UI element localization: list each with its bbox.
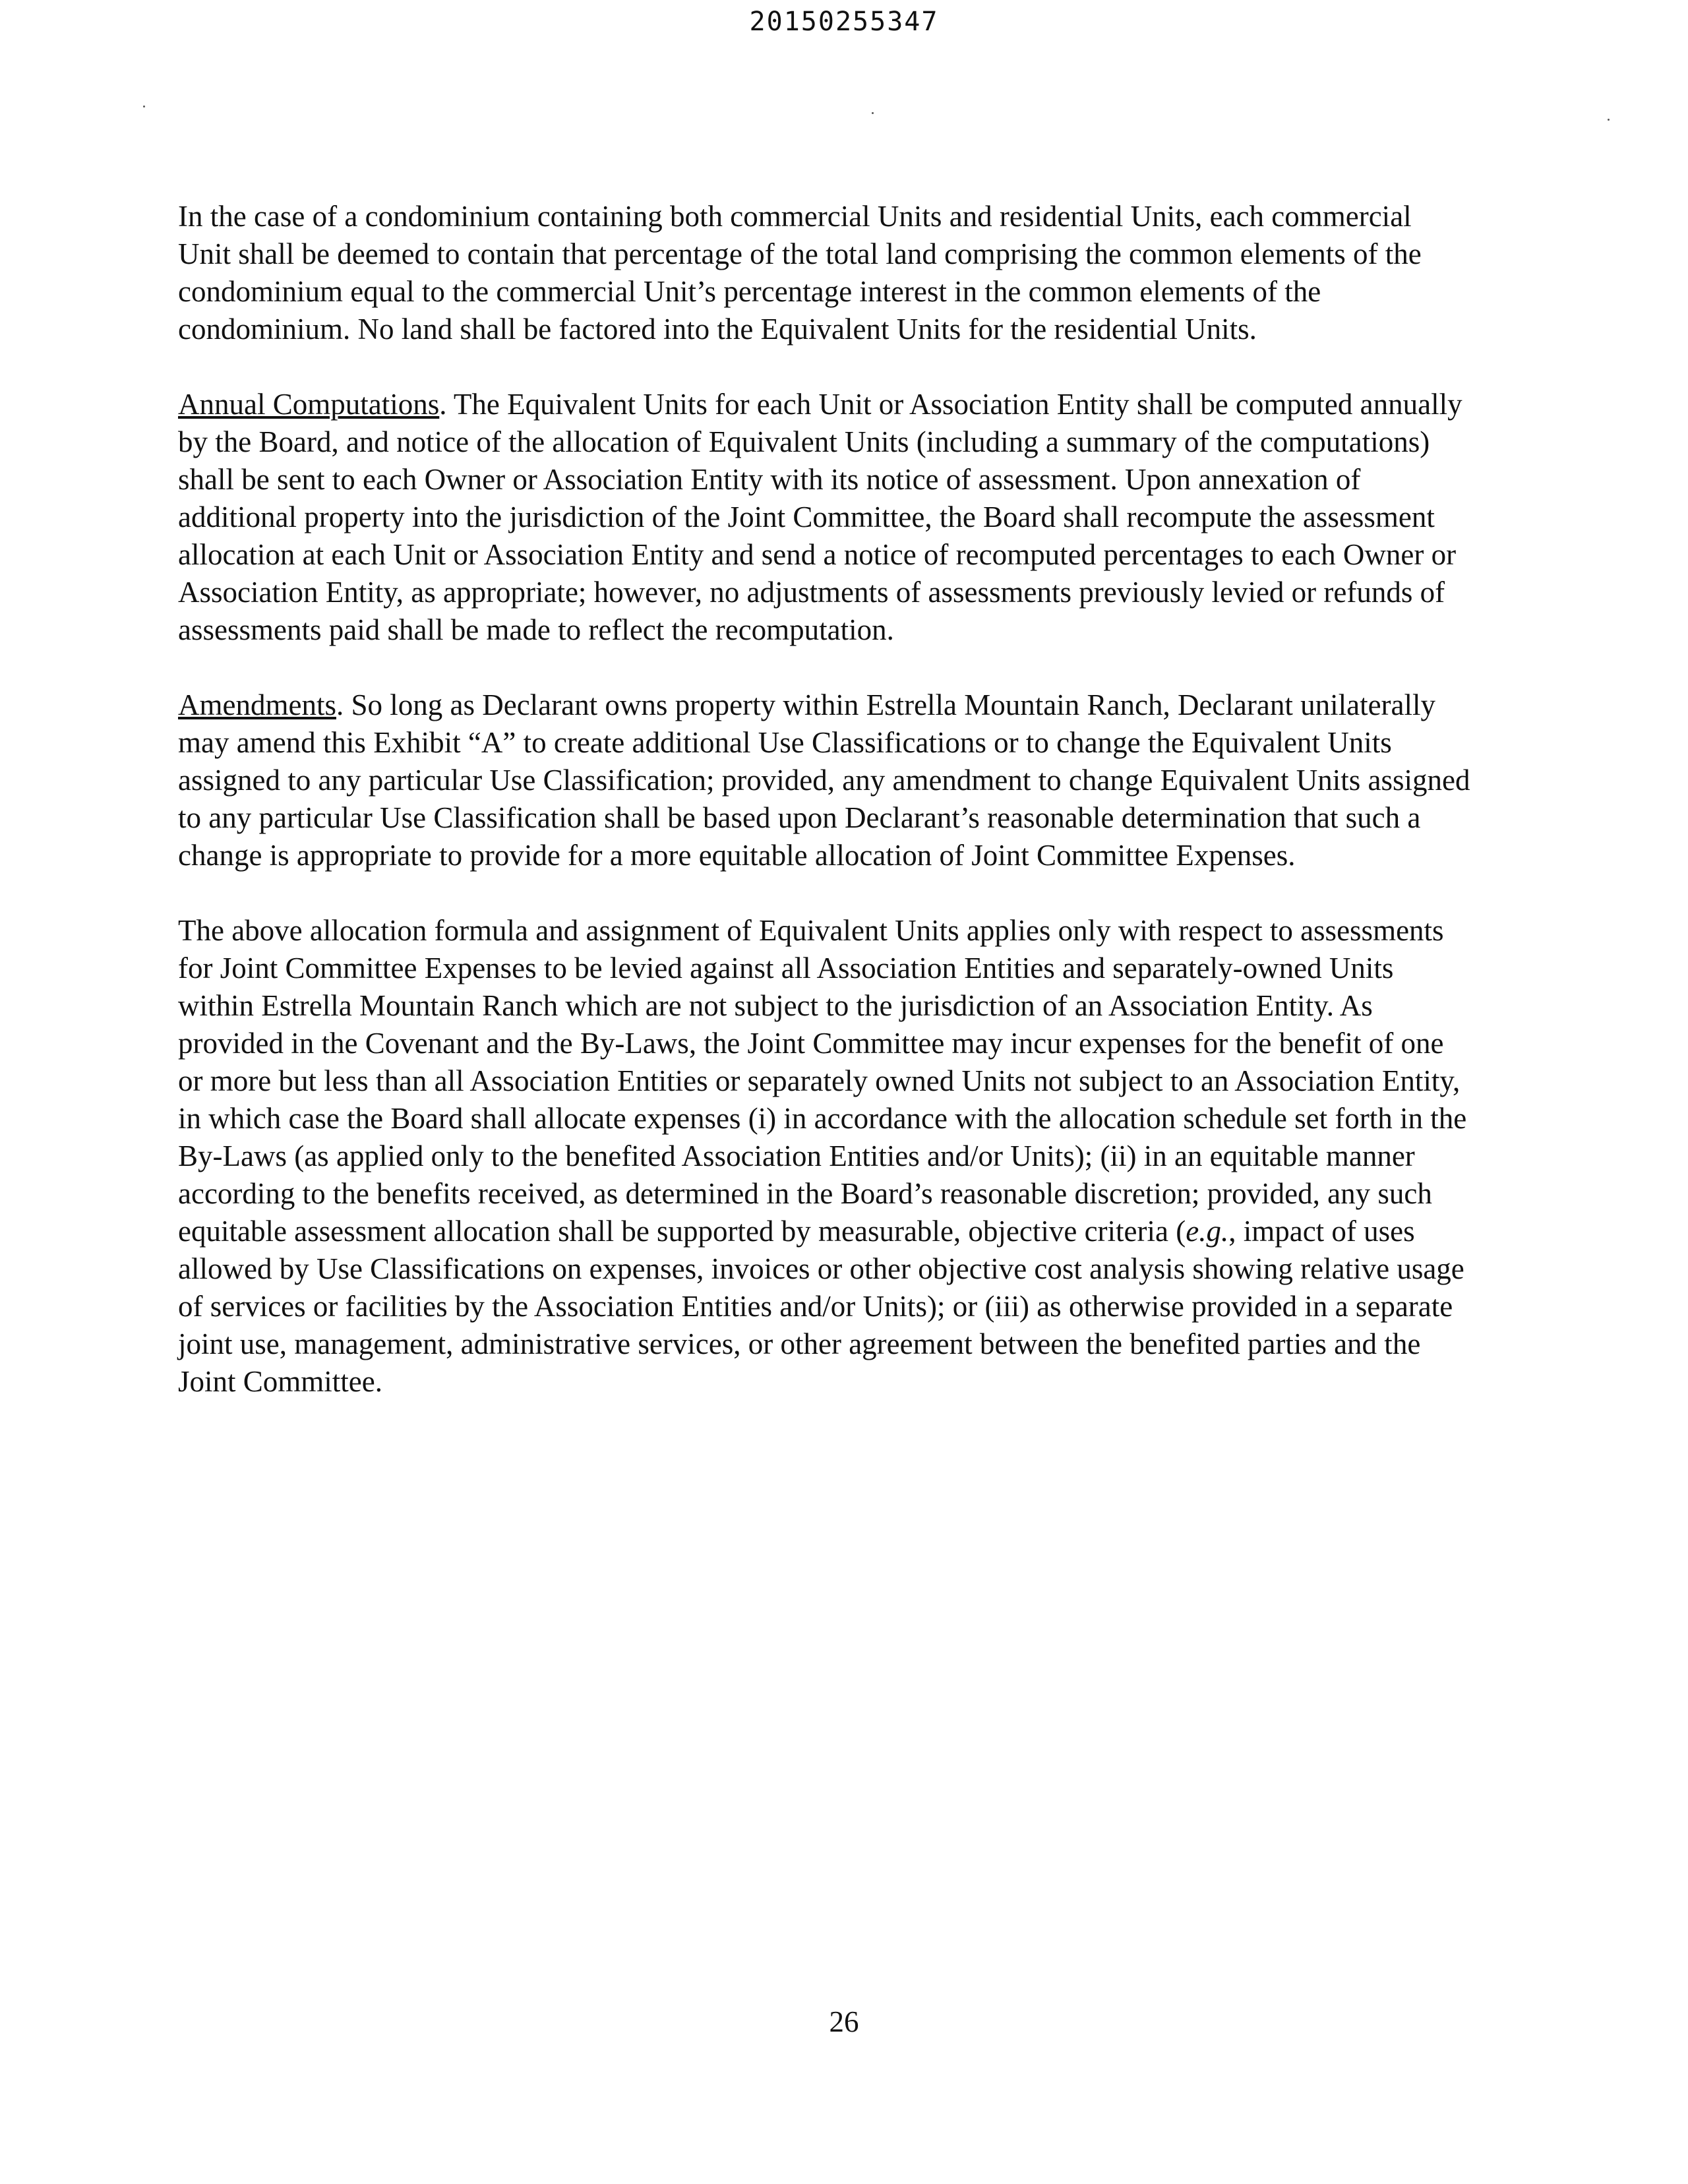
document-body <box>178 198 1470 1401</box>
heading-amendments: Amendments <box>178 688 336 721</box>
abbreviation-eg: e.g. <box>1186 1215 1229 1248</box>
paragraph-annual-computations <box>178 386 1470 649</box>
paragraph-text: The Equivalent Units for each Unit or Association Entity shall be computed annually by the Board, and notice of the allocation of Equivalent Units (including a summary of the computations) shall be sent to each Owner or Association Entity with its notice of assessment. Upon annexation of additional property into the jurisdiction of the Joint Committee, the Board shall recompute the assessment allocation at each Unit or Association Entity and send a notice of recomputed percentages to each Owner or Association Entity, as appropriate; however, no adjustments of assessments previously levied or refunds of assessments paid shall be made to reflect the recomputation. <box>178 388 1462 646</box>
paragraph-text: So long as Declarant owns property within Estrella Mountain Ranch, Declarant unilaterally may amend this Exhibit “A” to create additional Use Classifications or to change the Equivalent Units assigned to any particular Use Classification; provided, any amendment to change Equivalent Units assigned to any particular Use Classification shall be based upon Declarant’s reasonable determination that such a change is appropriate to provide for a more equitable allocation of Joint Committee Expenses. <box>178 688 1470 872</box>
scan-speck <box>143 106 145 107</box>
scan-speck <box>1608 119 1610 121</box>
paragraph-text: The above allocation formula and assignment of Equivalent Units applies only with respect to assessments for Joint Committee Expenses to be levied against all Association Entities and separately-owned Units within Estrella Mountain Ranch which are not subject to the jurisdiction of an Association Entity. As provided in the Covenant and the By-Laws, the Joint Committee may incur expenses for the benefit of one or more but less than all Association Entities or separately owned Units not subject to an Association Entity, in which case the Board shall allocate expenses (i) in accordance with the allocation schedule set forth in the By-Laws (as applied only to the benefited Association Entities and/or Units); (ii) in an equitable manner according to the benefits received, as determined in the Board’s reasonable discretion; provided, any such equitable assessment allocation shall be supported by measurable, objective criteria ( <box>178 914 1467 1248</box>
heading-separator: . <box>439 388 454 421</box>
scan-speck <box>872 112 874 114</box>
page-number: 26 <box>829 2005 859 2038</box>
paragraph-condominium: In the case of a condominium containing both commercial Units and residential Units, each commercial Unit shall be deemed to contain that percentage of the total land comprising the common elements of the condominium equal to the commercial Unit’s percentage interest in the common elements of the condominium. No land shall be factored into the Equivalent Units for the residential Units. <box>178 200 1422 346</box>
paragraph-text: , impact of uses allowed by Use Classifications on expenses, invoices or other objective cost analysis showing relative usage of services or facilities by the Association Entities and/or Units); or (iii) as otherwise provided in a separate joint use, management, administrative services, or other agreement between the benefited parties and the Joint Committee. <box>178 1215 1464 1398</box>
paragraph-allocation-formula <box>178 912 1470 1401</box>
paragraph-amendments <box>178 686 1470 874</box>
heading-separator: . <box>336 688 351 721</box>
heading-annual-computations: Annual Computations <box>178 388 440 421</box>
document-number: 20150255347 <box>749 7 939 37</box>
